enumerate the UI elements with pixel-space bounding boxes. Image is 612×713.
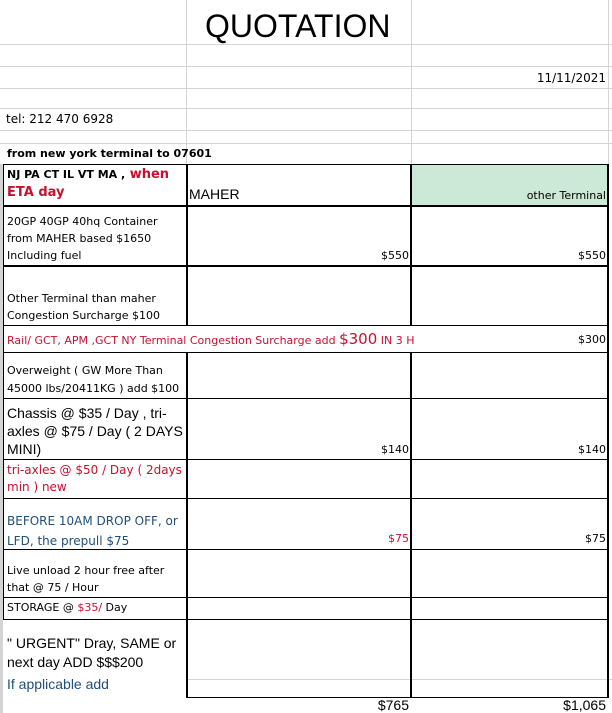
grid-col-line xyxy=(186,0,187,164)
chassis-label: Chassis @ $35 / Day , tri-axles @ $75 / Day ( 2 DAYS MINI) xyxy=(7,405,183,457)
row-border xyxy=(3,325,608,326)
col-border xyxy=(186,164,188,326)
row-border xyxy=(3,164,608,165)
grid-row-line xyxy=(0,44,612,45)
triaxles-label: tri-axles @ $50 / Day ( 2days min ) new xyxy=(7,463,182,494)
prepull-other-value: $75 xyxy=(585,532,606,545)
rail-label-post: IN 3 H xyxy=(377,334,415,347)
chassis-maher-value: $140 xyxy=(381,443,409,456)
area-header-cell xyxy=(7,166,185,202)
total-maher-value: $765 xyxy=(377,697,409,713)
quote-date: 11/11/2021 xyxy=(536,71,606,85)
prepull-label: BEFORE 10AM DROP OFF, or LFD, the prepull $75 xyxy=(7,514,178,548)
storage-label-post: Day xyxy=(102,601,128,614)
col-border xyxy=(410,164,412,326)
col-border xyxy=(410,352,412,698)
maher-column-header: MAHER xyxy=(189,186,240,202)
urgent-label: " URGENT" Dray, SAME or next day ADD $$$200 xyxy=(7,635,177,670)
container-maher-value: $550 xyxy=(381,249,409,262)
grid-row-line xyxy=(0,88,612,89)
route-text: from new york terminal to 07601 xyxy=(7,147,212,160)
row-border xyxy=(3,619,608,620)
container-label: 20GP 40GP 40hq Container from MAHER based $1650 Including fuel xyxy=(7,215,158,262)
row-border xyxy=(3,498,608,499)
row-border xyxy=(3,205,608,207)
rail-label-amount: $300 xyxy=(339,330,378,348)
grid-row-line xyxy=(0,143,612,144)
other-terminal-column-header: other Terminal xyxy=(526,189,606,202)
total-other-value: $1,065 xyxy=(563,697,606,713)
row-border xyxy=(3,398,608,399)
applicable-label: If applicable add xyxy=(7,676,109,692)
row-border xyxy=(3,352,608,353)
col-border xyxy=(607,164,609,698)
grid-col-line xyxy=(411,0,412,164)
overweight-label: Overweight ( GW More Than 45000 lbs/20411KG ) add $100 xyxy=(7,364,180,395)
rail-label-pre: Rail/ GCT, APM ,GCT NY Terminal Congestion Surcharge add xyxy=(7,334,340,347)
storage-label-rate: $35/ xyxy=(77,601,103,614)
prepull-maher-value: $75 xyxy=(388,532,409,545)
grid-row-line xyxy=(186,679,612,680)
grid-row-line xyxy=(0,108,612,109)
col-border xyxy=(186,352,188,698)
congestion-label: Other Terminal than maher Congestion Surcharge $100 xyxy=(7,292,160,322)
telephone: tel: 212 470 6928 xyxy=(6,112,114,126)
area-text: NJ PA CT IL VT MA , xyxy=(7,168,126,181)
row-border xyxy=(3,265,608,267)
row-border xyxy=(3,459,608,460)
chassis-other-value: $140 xyxy=(578,443,606,456)
page-title: QUOTATION xyxy=(205,8,391,44)
col-border xyxy=(3,164,4,619)
grid-row-line xyxy=(0,130,612,131)
grid-col-line xyxy=(608,0,609,164)
container-other-value: $550 xyxy=(578,249,606,262)
row-border xyxy=(3,597,608,598)
storage-label-pre: STORAGE @ xyxy=(7,601,78,614)
grid-row-line xyxy=(0,66,612,67)
eta-text: when ETA day xyxy=(7,167,170,200)
live-unload-label: Live unload 2 hour free after that @ 75 / Hour xyxy=(7,564,165,594)
storage-label xyxy=(7,602,127,613)
rail-other-value: $300 xyxy=(578,333,606,346)
rail-label xyxy=(7,330,415,348)
